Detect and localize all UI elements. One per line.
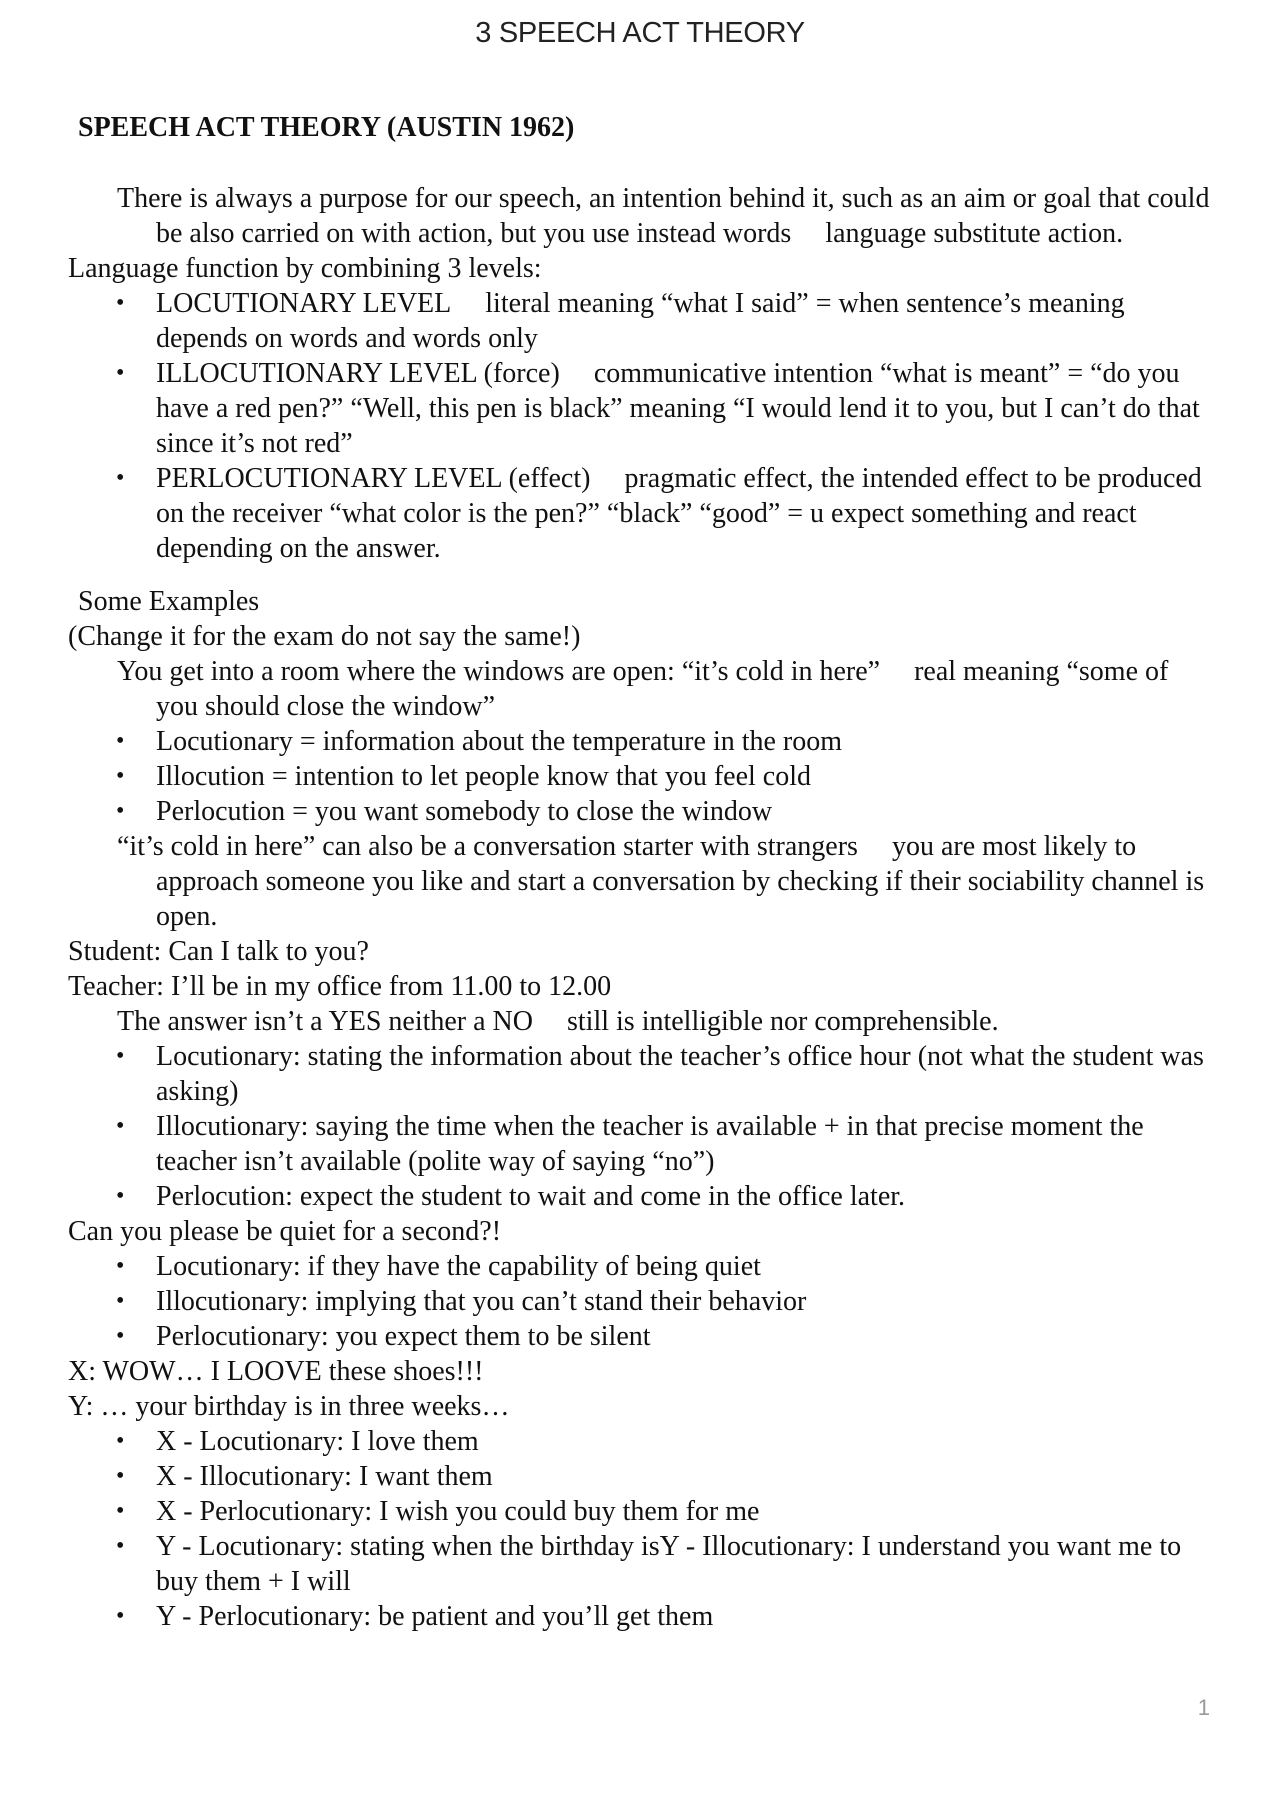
example2-note <box>0 1004 1280 1039</box>
example1-after-paragraph <box>0 829 1280 934</box>
bullet-icon: • <box>116 1043 125 1069</box>
document-body <box>0 181 1280 1634</box>
list-item <box>0 1599 1280 1634</box>
list-item <box>0 1424 1280 1459</box>
list-item <box>0 1459 1280 1494</box>
bullet-icon: • <box>116 1498 125 1524</box>
list-item-text: Y - Locutionary: stating when the birthday isY - Illocutionary: I understand you want me to buy them + I will <box>156 1531 1182 1597</box>
bullet-icon: • <box>116 1533 125 1559</box>
bullet-icon: • <box>116 798 125 824</box>
bullet-icon: • <box>116 728 125 754</box>
example2-note-post: still is intelligible nor comprehensible. <box>567 1006 999 1037</box>
example3-line: Can you please be quiet for a second?! <box>68 1216 502 1247</box>
section-title: SPEECH ACT THEORY (AUSTIN 1962) <box>78 112 575 143</box>
list-item <box>0 1284 1280 1319</box>
bullet-icon: • <box>116 290 125 316</box>
page-number: 1 <box>1197 1695 1210 1720</box>
example2-line1: Student: Can I talk to you? <box>68 936 369 967</box>
bullet-icon: • <box>116 763 125 789</box>
list-item-text: Locutionary: if they have the capability of being quiet <box>156 1251 761 1282</box>
list-item <box>0 1529 1280 1599</box>
list-item <box>0 286 1280 356</box>
list-item-text: X - Illocutionary: I want them <box>156 1461 493 1492</box>
list-item-text: Illocutionary: saying the time when the teacher is available + in that precise moment the teacher isn’t available (polite way of saying “no”) <box>156 1111 1144 1177</box>
list-item <box>0 356 1280 461</box>
list-item <box>0 759 1280 794</box>
level-description: literal meaning “what I said” = when sentence’s meaning depends on words and words only <box>156 288 1125 354</box>
level-name: ILLOCUTIONARY LEVEL (force) <box>156 358 560 389</box>
bullet-icon: • <box>116 360 125 386</box>
list-item <box>0 1249 1280 1284</box>
list-item-text: Illocution = intention to let people know that you feel cold <box>156 761 811 792</box>
bullet-icon: • <box>116 1183 125 1209</box>
list-item <box>0 1319 1280 1354</box>
example2-list <box>0 1039 1280 1214</box>
example4-line2: Y: … your birthday is in three weeks… <box>68 1391 510 1422</box>
example2-line2: Teacher: I’ll be in my office from 11.00 to 12.00 <box>68 971 612 1002</box>
list-item <box>0 1179 1280 1214</box>
example1-paragraph <box>0 654 1280 724</box>
bullet-icon: • <box>116 1288 125 1314</box>
example1-pre: You get into a room where the windows are open: “it’s cold in here” <box>117 656 881 687</box>
bullet-icon: • <box>116 1603 125 1629</box>
bullet-icon: • <box>116 1463 125 1489</box>
example1-list <box>0 724 1280 829</box>
list-item <box>0 1109 1280 1179</box>
list-item <box>0 461 1280 566</box>
examples-heading: Some Examples <box>78 586 260 617</box>
level-name: PERLOCUTIONARY LEVEL (effect) <box>156 463 591 494</box>
level-name: LOCUTIONARY LEVEL <box>156 288 452 319</box>
list-item-text: X - Perlocutionary: I wish you could buy them for me <box>156 1496 760 1527</box>
example4-list <box>0 1424 1280 1634</box>
bullet-icon: • <box>116 1428 125 1454</box>
intro-paragraph <box>0 181 1280 251</box>
list-item-text: Illocutionary: implying that you can’t stand their behavior <box>156 1286 807 1317</box>
list-item <box>0 1494 1280 1529</box>
level-description: pragmatic effect, the intended effect to be produced on the receiver “what color is the pen?” “black” “good” = u expect something and react depending on the answer. <box>156 463 1202 564</box>
level-description: communicative intention “what is meant” = “do you have a red pen?” “Well, this pen is black” meaning “I would lend it to you, but I can’t do that since it’s not red” <box>156 358 1200 459</box>
exam-note: (Change it for the exam do not say the same!) <box>68 621 581 652</box>
list-item-text: Locutionary = information about the temperature in the room <box>156 726 843 757</box>
example1-post: real meaning “some of you should close the window” <box>156 656 1169 722</box>
page-header: 3 SPEECH ACT THEORY <box>475 17 805 49</box>
list-item <box>0 724 1280 759</box>
list-item-text: Perlocutionary: you expect them to be silent <box>156 1321 651 1352</box>
list-item-text: X - Locutionary: I love them <box>156 1426 479 1457</box>
bullet-icon: • <box>116 465 125 491</box>
example1-after-pre: “it’s cold in here” can also be a conversation starter with strangers <box>117 831 858 862</box>
example4-line1: X: WOW… I LOOVE these shoes!!! <box>68 1356 484 1387</box>
list-item <box>0 1039 1280 1109</box>
list-item-text: Locutionary: stating the information about the teacher’s office hour (not what the student was asking) <box>156 1041 1204 1107</box>
list-item-text: Perlocution = you want somebody to close the window <box>156 796 773 827</box>
levels-heading: Language function by combining 3 levels: <box>68 253 542 284</box>
intro-text-pre: There is always a purpose for our speech, an intention behind it, such as an aim or goal that could be also carried on with action, but you use instead words <box>117 183 1210 249</box>
bullet-icon: • <box>116 1253 125 1279</box>
example1-after-post: you are most likely to approach someone you like and start a conversation by checking if their sociability channel is open. <box>156 831 1205 932</box>
example3-list <box>0 1249 1280 1354</box>
example2-note-pre: The answer isn’t a YES neither a NO <box>117 1006 533 1037</box>
list-item <box>0 794 1280 829</box>
list-item-text: Y - Perlocutionary: be patient and you’ll get them <box>156 1601 714 1632</box>
bullet-icon: • <box>116 1323 125 1349</box>
intro-text-post: language substitute action. <box>825 218 1124 249</box>
bullet-icon: • <box>116 1113 125 1139</box>
list-item-text: Perlocution: expect the student to wait and come in the office later. <box>156 1181 906 1212</box>
levels-list <box>0 286 1280 566</box>
